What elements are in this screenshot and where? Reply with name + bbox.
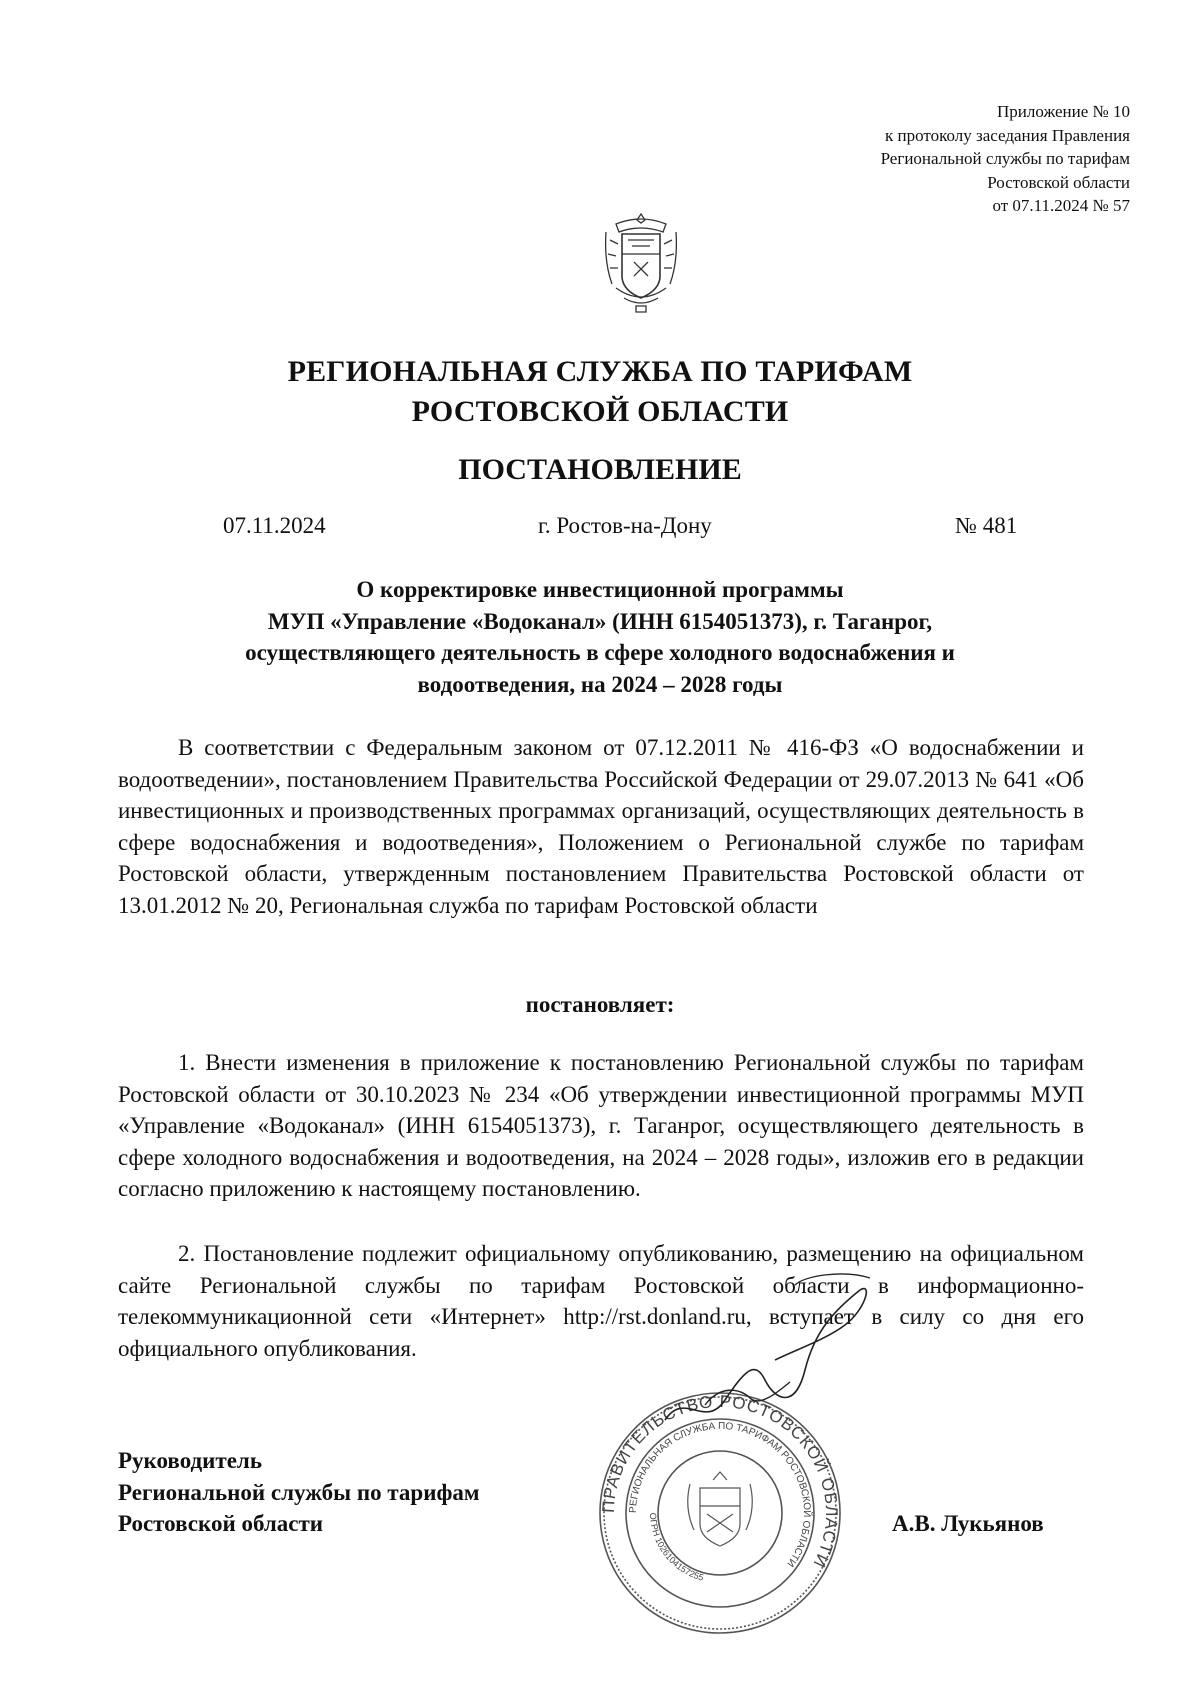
signer-title-line: Руководитель [118,1448,262,1473]
svg-text:ОГРН 1026104157255 [648,1513,705,1583]
stamp-outer-text: ПРАВИТЕЛЬСТВО РОСТОВСКОЙ ОБЛАСТИ [598,1391,842,1572]
signer-title-line: Ростовской области [118,1511,324,1536]
preamble-paragraph: В соответствии с Федеральным законом от 07.12.2011 № 416-ФЗ «О водоснабжении и водоотведении», постановлением Правительства Российской Федерации от 29.07.2013 № 641 «Об инвестиционных и производственных программах организаций, осуществляющих деятельность в сфере водоснабжения и водоотведения», Положением о Региональной службе по тарифам Ростовской области, утвержденным постановлением Правительства Ростовской области от 13.01.2012 № 20, Региональная служба по тарифам Ростовской области [118,735,1084,918]
annex-note [610,100,1130,218]
document-date: 07.11.2024 [223,513,326,538]
document-subject [140,574,1060,700]
annex-line: Приложение № 10 [997,102,1130,121]
organization-title-line: РЕГИОНАЛЬНАЯ СЛУЖБА ПО ТАРИФАМ [287,355,913,388]
subject-line: осуществляющего деятельность в сфере холодного водоснабжения и [245,640,955,665]
signer-name: А.В. Лукьянов [892,1511,1044,1536]
stamp-ogrn-text: ОГРН 1026104157255 [647,1512,705,1583]
coat-of-arms-emblem [598,210,684,318]
organization-title [0,352,1200,432]
annex-line: Региональной службы по тарифам [880,149,1130,168]
stamp-emblem-icon [688,1472,753,1546]
svg-text:РЕГИОНАЛЬНАЯ СЛУЖБА ПО ТАРИФАМ [628,1421,814,1569]
stamp-inner-text: РЕГИОНАЛЬНАЯ СЛУЖБА ПО ТАРИФАМ РОСТОВСКОЙ ОБЛАСТИ [627,1420,813,1569]
annex-line: от 07.11.2024 № 57 [992,196,1130,215]
decree-item-2: 2. Постановление подлежит официальному опубликованию, размещению на официальном сайте Региональной службы по тарифам Ростовской области в информационно-телекоммуникационной сети «Интернет» http://rst.donland.ru, вступает в силу со дня его официального опубликования. [118,1241,1084,1361]
document-city: г. Ростов-на-Дону [538,513,712,538]
decree-word: постановляет: [525,992,675,1017]
signer-title-line: Региональной службы по тарифам [118,1479,480,1505]
handwritten-signature [645,1270,885,1440]
decree-item-1: 1. Внести изменения в приложение к постановлению Региональной службы по тарифам Ростовской области от 30.10.2023 № 234 «Об утверждении инвестиционной программы МУП «Управление «Водоканал» (ИНН 6154051373), г. Таганрог, осуществляющего деятельность в сфере холодного водоснабжения и водоотведения, на 2024 – 2028 годы», изложив его в редакции согласно приложению к настоящему постановлению. [118,1050,1084,1201]
signer-title [118,1445,480,1540]
document-number: № 481 [955,513,1018,538]
document-type: ПОСТАНОВЛЕНИЕ [458,453,742,486]
annex-line: Ростовской области [987,172,1130,192]
organization-title-line: РОСТОВСКОЙ ОБЛАСТИ [411,395,789,428]
subject-line: водоотведения, на 2024 – 2028 годы [417,671,783,697]
subject-line: О корректировке инвестиционной программы [356,577,844,602]
subject-line: МУП «Управление «Водоканал» (ИНН 6154051373), г. Таганрог, [267,608,933,634]
annex-line: к протоколу заседания Правления [885,125,1130,145]
